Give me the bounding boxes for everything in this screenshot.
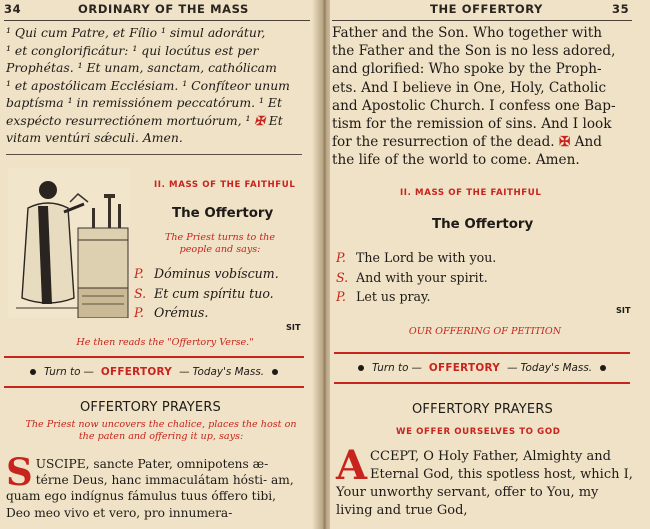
- bullet-icon: [600, 365, 606, 371]
- latin-line: ¹ et conglorificátur: ¹ qui locútus est per: [6, 42, 259, 58]
- english-line: the Father and the Son is no less adored,: [332, 43, 616, 60]
- sit-marker: SIT: [286, 322, 301, 332]
- speaker-label: P.: [134, 305, 144, 320]
- dash: —: [411, 362, 422, 374]
- offertory-heading: The Offertory: [432, 217, 534, 232]
- turn-to-offertory-bar: [334, 352, 630, 384]
- english-line: and glorified: Who spoke by the Proph-: [332, 61, 602, 78]
- bullet-icon: [30, 369, 36, 375]
- bullet-icon: [272, 369, 278, 375]
- offertory-keyword: OFFERTORY: [100, 366, 173, 378]
- speaker-label: P.: [134, 266, 144, 281]
- dialogue-line: Let us pray.: [356, 289, 431, 304]
- speaker-label: P.: [336, 250, 346, 265]
- english-line: and Apostolic Church. I confess one Bap-: [332, 97, 616, 114]
- chalice-rubric: The Priest now uncovers the chalice, places the host on the paten and offering it up, says:: [25, 419, 297, 442]
- english-creed-text: [332, 24, 632, 170]
- english-line: Father and the Son. Who together with: [332, 25, 602, 41]
- dialogue-line: The Lord be with you.: [356, 250, 497, 265]
- prayer-first-word: CCEPT,: [370, 449, 420, 464]
- prayer-text: sancte Pater, omnipotens æ- térne Deus, hanc immaculátam hósti- am, quam ego indígnus fámulus tuus óffero tibi, Deo meo vivo et vero, pro innumera-: [6, 457, 294, 520]
- latin-dialogue: [134, 264, 279, 323]
- offertory-verse-rubric: He then reads the "Offertory Verse.": [76, 337, 254, 348]
- section-title: II. MASS OF THE FAITHFUL: [400, 188, 542, 198]
- dash: —: [83, 366, 94, 378]
- latin-line: vitam ventúri sǽculi. Amen.: [6, 130, 183, 145]
- dash: —: [507, 362, 518, 374]
- turn-prefix: Turn to: [371, 362, 409, 374]
- priest-rubric: The Priest turns to the people and says:: [164, 232, 276, 255]
- sit-marker: SIT: [616, 305, 631, 315]
- turn-suffix: Today's Mass.: [520, 362, 593, 374]
- section-title: II. MASS OF THE FAITHFUL: [154, 180, 296, 190]
- turn-suffix: Today's Mass.: [192, 366, 265, 378]
- priest-at-altar-illustration: [8, 168, 130, 318]
- english-line: for the resurrection of the dead. ✠ And: [332, 134, 602, 151]
- turn-prefix: Turn to: [43, 366, 81, 378]
- prayer-first-word: USCIPE,: [35, 457, 90, 471]
- latin-line: ¹ Qui cum Patre, et Fílio ¹ simul adorátur,: [6, 25, 266, 40]
- dialogue-line: And with your spirit.: [356, 269, 488, 285]
- dash: —: [179, 366, 190, 378]
- dialogue-line: Orémus.: [154, 305, 209, 320]
- offer-ourselves-subtitle: WE OFFER OURSELVES TO GOD: [396, 427, 561, 437]
- accept-prayer: [336, 442, 634, 520]
- right-running-head: THE OFFERTORY: [430, 2, 543, 16]
- suscipe-prayer: [6, 450, 304, 521]
- right-page: [330, 0, 650, 529]
- section-rule: [6, 154, 302, 155]
- right-page-number: 35: [612, 2, 630, 16]
- drop-cap-letter: S: [6, 450, 33, 494]
- left-running-head: ORDINARY OF THE MASS: [78, 2, 249, 16]
- latin-line: baptísma ¹ in remissiónem peccatórum. ¹ Et: [6, 95, 282, 110]
- prayer-text: O Holy Father, Almighty and Eternal God, this spotless host, which I, Your unworthy servant, offer to You, my living and true God,: [336, 449, 633, 518]
- offertory-prayers-title: OFFERTORY PRAYERS: [80, 400, 222, 415]
- latin-line: ¹ et apostólicam Ecclésiam. ¹ Confíteor unum: [6, 77, 290, 93]
- turn-to-offertory-bar: [4, 356, 304, 388]
- offertory-prayers-title: OFFERTORY PRAYERS: [412, 402, 554, 417]
- left-page-number: 34: [4, 2, 22, 16]
- latin-creed-text: [6, 24, 306, 147]
- offering-petition-rubric: OUR OFFERING OF PETITION: [408, 326, 562, 337]
- dialogue-line: Dóminus vobíscum.: [154, 266, 279, 281]
- english-line: the life of the world to come. Amen.: [332, 152, 580, 169]
- bullet-icon: [358, 365, 364, 371]
- speaker-label: P.: [336, 289, 346, 304]
- cross-icon: ✠: [558, 134, 571, 151]
- speaker-label: S.: [134, 285, 147, 301]
- left-page: [0, 0, 318, 529]
- speaker-label: S.: [336, 269, 349, 285]
- left-header-rule: [4, 20, 310, 21]
- english-dialogue: [336, 248, 496, 307]
- offertory-heading: The Offertory: [172, 206, 274, 221]
- right-header-rule: [332, 20, 632, 21]
- english-line: ets. And I believe in One, Holy, Catholic: [332, 79, 607, 96]
- latin-line: exspécto resurrectiónem mortuórum, ¹ ✠ Et: [6, 112, 283, 128]
- dialogue-line: Et cum spíritu tuo.: [154, 285, 274, 301]
- drop-cap-letter: A: [336, 442, 368, 489]
- cross-icon: ✠: [254, 112, 265, 128]
- english-line: tism for the remission of sins. And I look: [332, 116, 612, 133]
- offertory-keyword: OFFERTORY: [428, 362, 501, 374]
- latin-line: Prophétas. ¹ Et unam, sanctam, cathólicam: [6, 60, 277, 75]
